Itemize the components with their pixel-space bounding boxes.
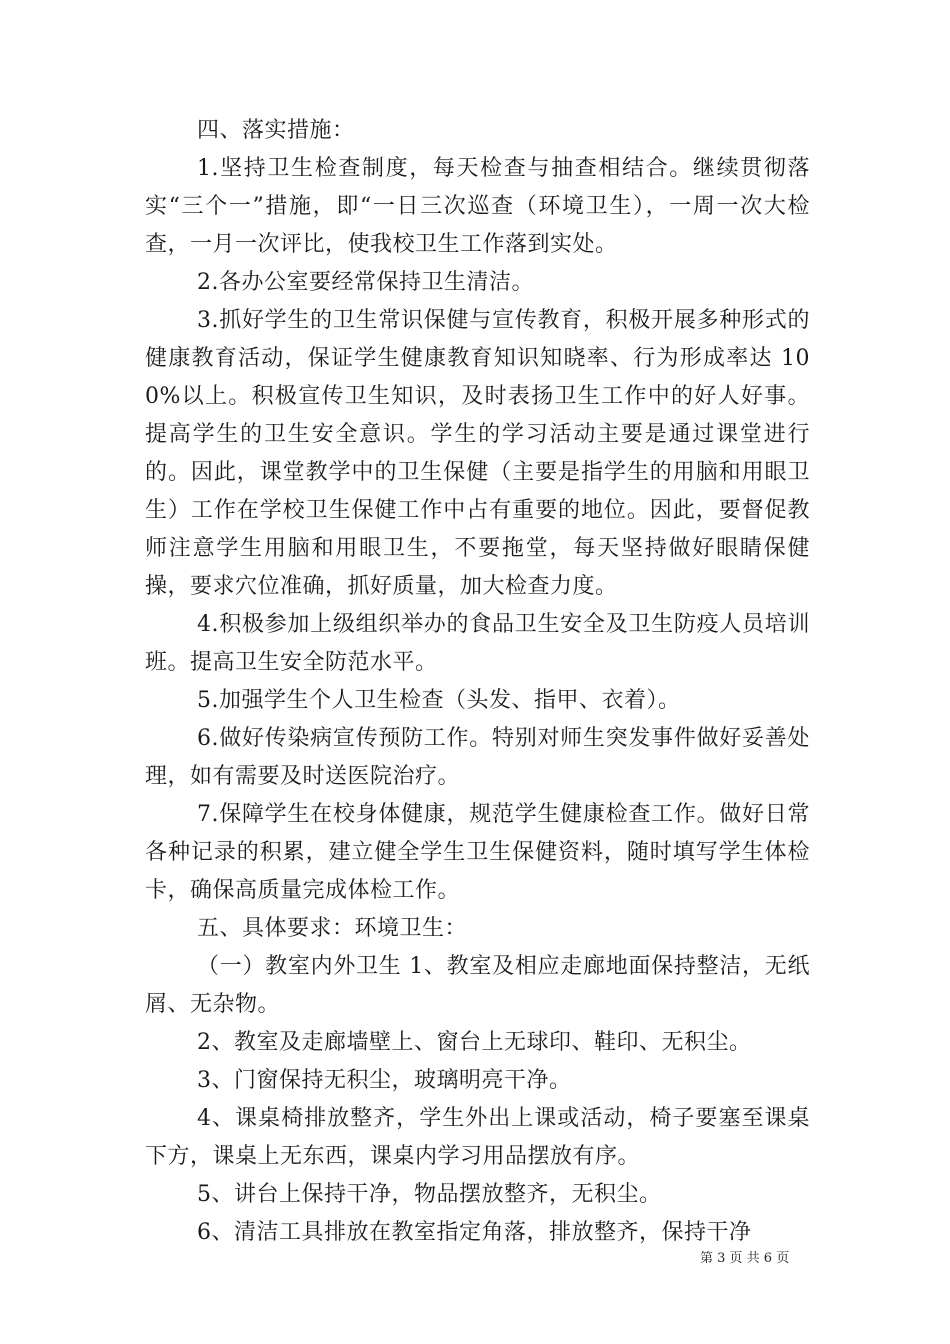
paragraph-classroom-2: 2、教室及走廊墙壁上、窗台上无球印、鞋印、无积尘。 <box>197 1030 752 1055</box>
paragraph-classroom-5: 5、讲台上保持干净，物品摆放整齐，无积尘。 <box>197 1182 662 1207</box>
paragraph-classroom-6: 6、清洁工具排放在教室指定角落，排放整齐，保持干净 <box>197 1220 752 1245</box>
paragraph-classroom-4: 4、课桌椅排放整齐，学生外出上课或活动，椅子要塞至课桌下方，课桌上无东西，课桌内学习用品摆放有序。 <box>145 1106 810 1169</box>
paragraph-item-6: 6.做好传染病宣传预防工作。特别对师生突发事件做好妥善处理，如有需要及时送医院治疗。 <box>145 726 810 789</box>
paragraph-item-5: 5.加强学生个人卫生检查（头发、指甲、衣着）。 <box>197 688 681 713</box>
section-heading-requirements: 五、具体要求：环境卫生： <box>197 916 468 941</box>
section-heading-measures: 四、落实措施： <box>197 118 355 143</box>
paragraph-item-2: 2.各办公室要经常保持卫生清洁。 <box>197 270 534 295</box>
page-number-footer: 第 3 页 共 6 页 <box>700 1251 790 1266</box>
paragraph-item-3: 3.抓好学生的卫生常识保健与宣传教育，积极开展多种形式的健康教育活动，保证学生健康教育知识知晓率、行为形成率达 100%以上。积极宣传卫生知识，及时表扬卫生工作中的好人好事。提高学生的卫生安全意识。学生的学习活动主要是通过课堂进行的。因此，课堂教学中的卫生保健（主要是指学生的用脑和用眼卫生）工作在学校卫生保健工作中占有重要的地位。因此，要督促教师注意学生用脑和用眼卫生，不要拖堂，每天坚持做好眼睛保健操，要求穴位准确，抓好质量，加大检查力度。 <box>145 308 810 599</box>
paragraph-classroom-3: 3、门窗保持无积尘，玻璃明亮干净。 <box>197 1068 572 1093</box>
paragraph-item-4: 4.积极参加上级组织举办的食品卫生安全及卫生防疫人员培训班。提高卫生安全防范水平。 <box>145 612 810 675</box>
paragraph-item-7: 7.保障学生在校身体健康，规范学生健康检查工作。做好日常各种记录的积累，建立健全学生卫生保健资料，随时填写学生体检卡，确保高质量完成体检工作。 <box>145 802 810 903</box>
paragraph-item-1: 1.坚持卫生检查制度，每天检查与抽查相结合。继续贯彻落实“三个一”措施，即“一日三次巡查（环境卫生），一周一次大检查，一月一次评比，使我校卫生工作落到实处。 <box>145 156 810 257</box>
document-body <box>145 112 810 1252</box>
paragraph-classroom-1: （一）教室内外卫生 1、教室及相应走廊地面保持整洁，无纸屑、无杂物。 <box>145 954 810 1017</box>
